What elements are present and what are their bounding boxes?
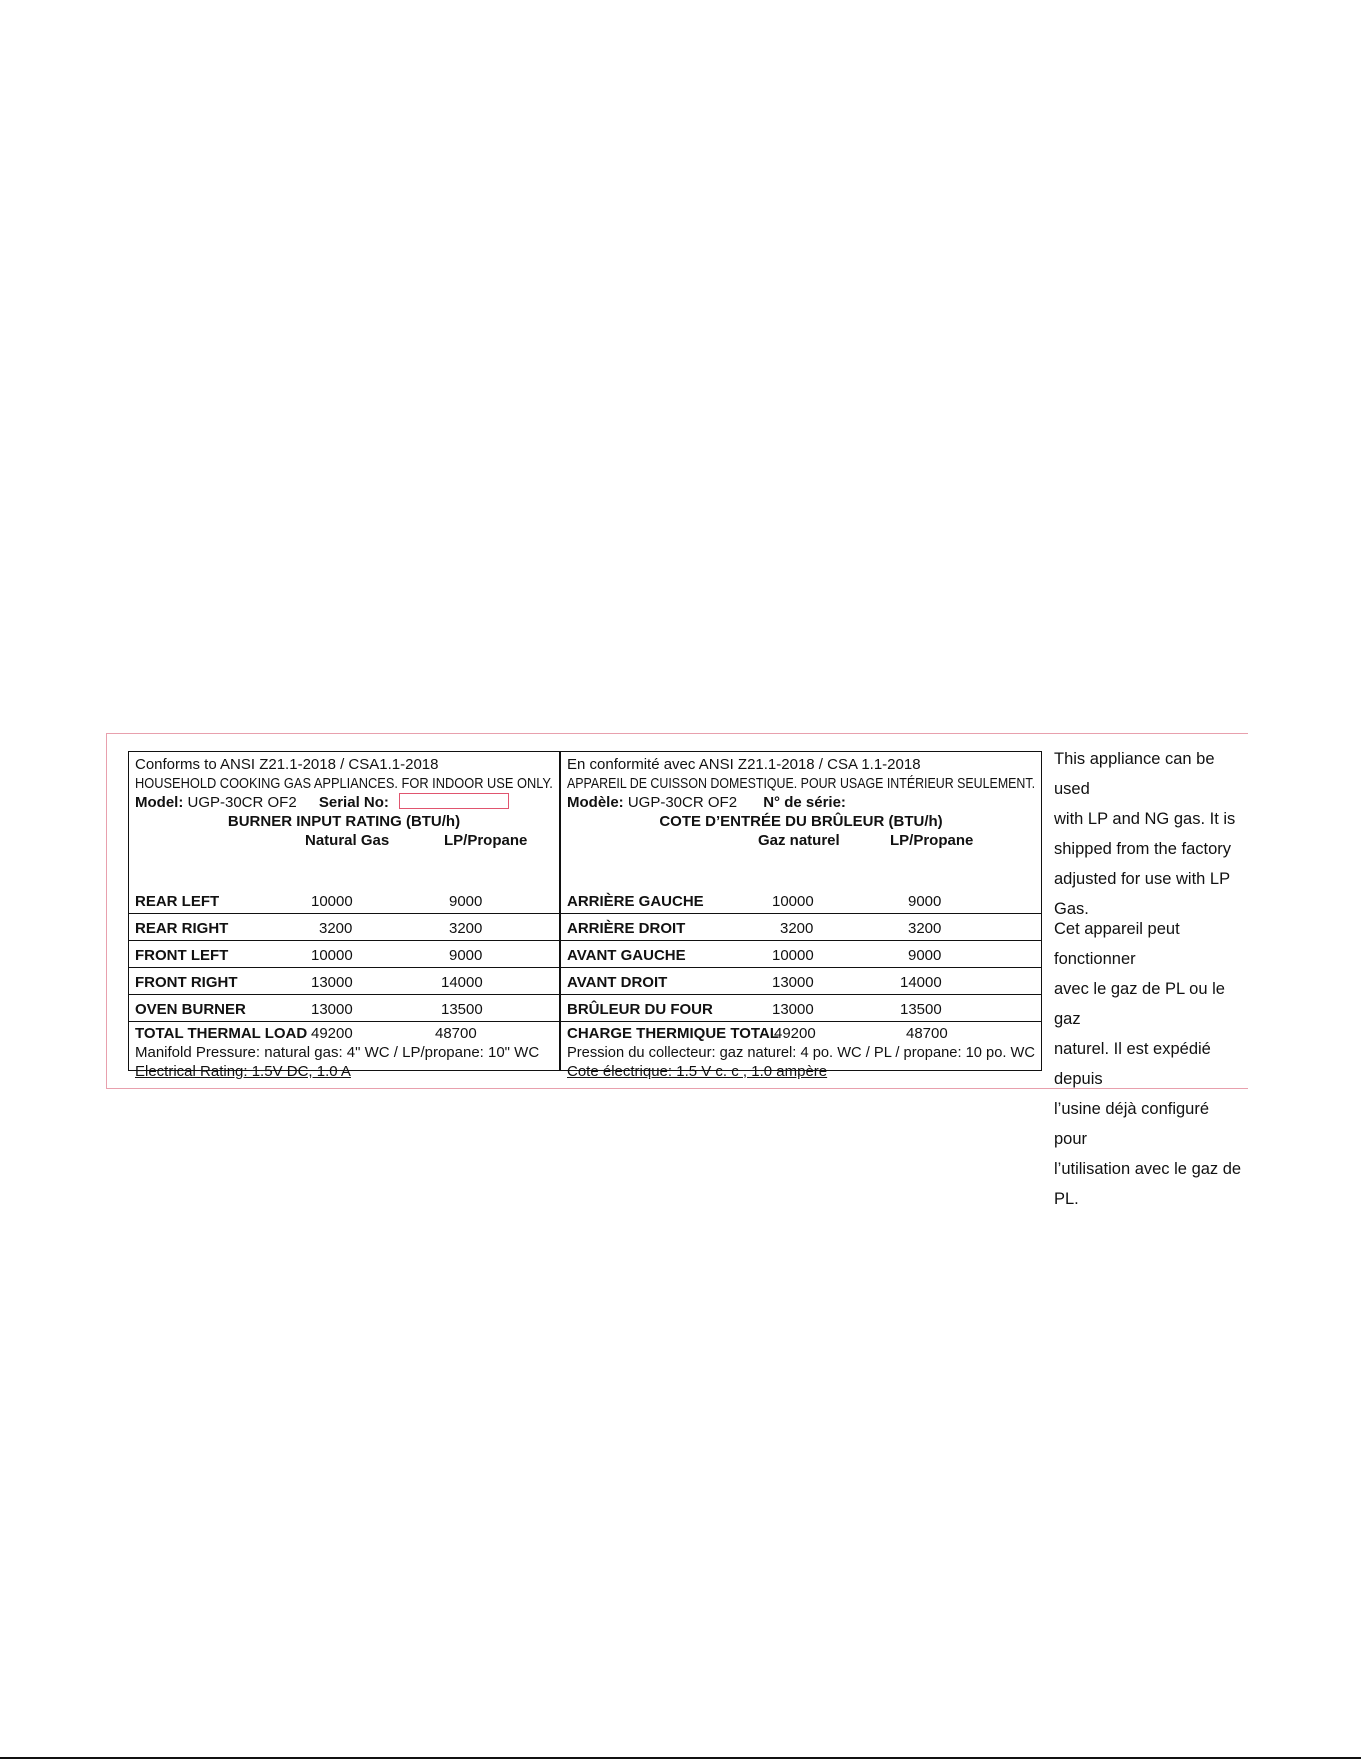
lp-propane-value: 9000 <box>449 947 483 964</box>
totals-section <box>129 1021 559 1081</box>
lp-propane-value: 9000 <box>449 893 483 910</box>
total-label: TOTAL THERMAL LOAD <box>135 1025 308 1042</box>
total-row <box>567 1024 1035 1043</box>
side-note-line: l’utilisation avec le gaz de PL. <box>1054 1160 1242 1208</box>
model-value: UGP-30CR OF2 <box>187 794 297 811</box>
burner-name: FRONT RIGHT <box>135 974 238 991</box>
natural-gas-value: 13000 <box>311 974 353 991</box>
electrical-rating: Electrical Rating: 1.5V DC, 1.0 A <box>135 1063 351 1080</box>
lp-propane-value: 14000 <box>441 974 483 991</box>
natural-gas-header: Gaz naturel <box>758 832 840 849</box>
column-headers <box>567 831 1035 850</box>
side-note-line: with LP and NG gas. It is <box>1054 810 1236 828</box>
natural-gas-value: 13000 <box>772 1001 814 1018</box>
burner-rows <box>129 887 559 1021</box>
burner-name: AVANT GAUCHE <box>567 947 686 964</box>
lp-propane-value: 9000 <box>908 893 942 910</box>
conformity-statement: Conforms to ANSI Z21.1-2018 / CSA1.1-2018 <box>135 756 439 773</box>
serial-label: N° de série: <box>763 794 846 811</box>
electrical-rating: Cote électrique: 1.5 V c. c , 1.0 ampère <box>567 1063 828 1080</box>
side-note-line: This appliance can be used <box>1054 750 1215 798</box>
lp-propane-value: 13500 <box>900 1001 942 1018</box>
rating-title: BURNER INPUT RATING (BTU/h) <box>227 813 461 830</box>
lp-propane-header: LP/Propane <box>444 832 528 849</box>
natural-gas-value: 10000 <box>311 893 353 910</box>
burner-name: REAR RIGHT <box>135 920 229 937</box>
side-note-french <box>1044 914 1244 1214</box>
table-row <box>561 940 1041 967</box>
side-note-line: shipped from the factory <box>1054 840 1232 858</box>
appliance-statement: APPAREIL DE CUISSON DOMESTIQUE. POUR USAGE INTÉRIEUR SEULEMENT. <box>567 775 1036 792</box>
lp-propane-value: 13500 <box>441 1001 483 1018</box>
page-bottom-rule <box>0 1757 1361 1759</box>
serial-number-box <box>399 793 509 809</box>
lp-propane-value: 3200 <box>449 920 483 937</box>
serial-label: Serial No: <box>318 794 389 811</box>
model-label: Model: <box>135 794 184 811</box>
model-label: Modèle: <box>567 794 624 811</box>
burner-name: OVEN BURNER <box>135 1001 246 1018</box>
manifold-pressure: Pression du collecteur: gaz naturel: 4 po. WC / PL / propane: 10 po. WC <box>567 1044 1035 1061</box>
table-row <box>561 887 1041 913</box>
burner-name: FRONT LEFT <box>135 947 229 964</box>
english-rating-panel <box>128 751 560 1080</box>
table-row <box>129 913 559 940</box>
appliance-statement: HOUSEHOLD COOKING GAS APPLIANCES. FOR INDOOR USE ONLY. <box>135 775 553 792</box>
table-row <box>129 994 559 1021</box>
french-rating-panel <box>560 751 1042 1080</box>
table-row <box>129 887 559 913</box>
natural-gas-header: Natural Gas <box>305 832 390 849</box>
side-note-line: avec le gaz de PL ou le gaz <box>1054 980 1225 1028</box>
natural-gas-value: 13000 <box>311 1001 353 1018</box>
side-note-line: naturel. Il est expédié depuis <box>1054 1040 1211 1088</box>
natural-gas-value: 10000 <box>772 947 814 964</box>
table-row <box>561 994 1041 1021</box>
burner-rows <box>561 887 1041 1021</box>
table-row <box>561 913 1041 940</box>
rating-title: COTE D’ENTRÉE DU BRÛLEUR (BTU/h) <box>659 813 943 830</box>
table-row <box>129 967 559 994</box>
table-row <box>561 967 1041 994</box>
table-row <box>129 940 559 967</box>
total-label: CHARGE THERMIQUE TOTAL <box>567 1025 779 1042</box>
manifold-pressure: Manifold Pressure: natural gas: 4" WC / LP/propane: 10" WC <box>135 1044 540 1061</box>
burner-name: BRÛLEUR DU FOUR <box>567 1001 713 1018</box>
conformity-statement: En conformité avec ANSI Z21.1-2018 / CSA 1.1-2018 <box>567 756 921 773</box>
burner-name: ARRIÈRE DROIT <box>567 920 686 937</box>
natural-gas-value: 3200 <box>319 920 353 937</box>
column-headers <box>135 831 553 850</box>
natural-gas-value: 3200 <box>780 920 814 937</box>
lp-propane-value: 14000 <box>900 974 942 991</box>
lp-propane-value: 9000 <box>908 947 942 964</box>
totals-section <box>561 1021 1041 1081</box>
rating-label <box>106 733 1248 1208</box>
burner-name: REAR LEFT <box>135 893 220 910</box>
total-natural-gas: 49200 <box>774 1025 816 1042</box>
model-line <box>135 793 553 812</box>
side-note-english <box>1044 744 1244 924</box>
total-lp-propane: 48700 <box>906 1025 948 1042</box>
side-note-line: adjusted for use with LP Gas. <box>1054 870 1230 918</box>
total-natural-gas: 49200 <box>311 1025 353 1042</box>
natural-gas-value: 10000 <box>311 947 353 964</box>
model-value: UGP-30CR OF2 <box>627 794 738 811</box>
burner-name: ARRIÈRE GAUCHE <box>567 893 704 910</box>
lp-propane-value: 3200 <box>908 920 942 937</box>
natural-gas-value: 10000 <box>772 893 814 910</box>
burner-name: AVANT DROIT <box>567 974 668 991</box>
natural-gas-value: 13000 <box>772 974 814 991</box>
total-lp-propane: 48700 <box>435 1025 477 1042</box>
model-line <box>567 793 1035 812</box>
lp-propane-header: LP/Propane <box>890 832 974 849</box>
side-note-line: l’usine déjà configuré pour <box>1054 1100 1210 1148</box>
side-note-line: Cet appareil peut fonctionner <box>1054 920 1180 968</box>
total-row <box>135 1024 553 1043</box>
